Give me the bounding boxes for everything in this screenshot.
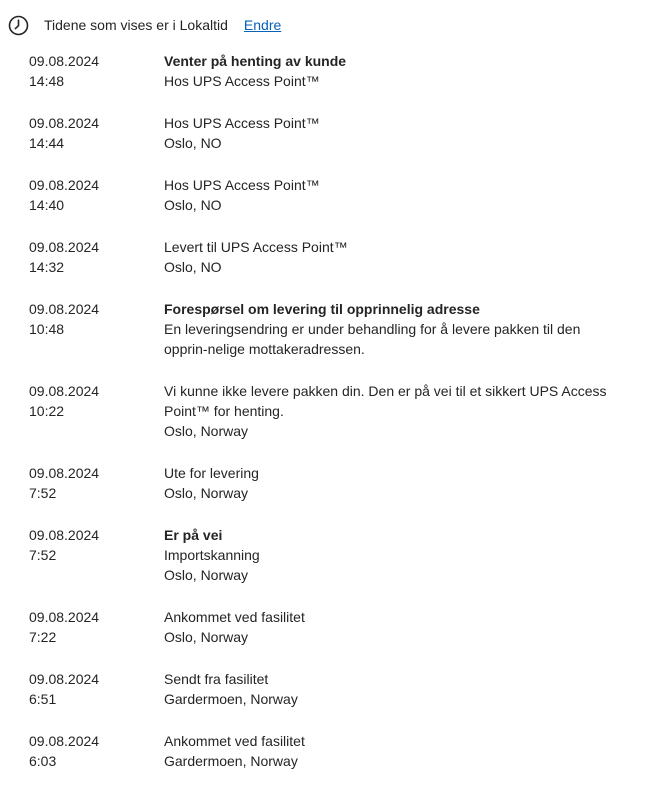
event-datetime <box>29 113 164 153</box>
event-description <box>164 525 629 585</box>
event-status: Ankommet ved fasilitet <box>164 609 305 625</box>
event-time: 6:03 <box>29 753 57 769</box>
event-description <box>164 731 629 771</box>
tracking-event-row <box>29 525 629 585</box>
event-description <box>164 381 629 441</box>
event-time: 14:32 <box>29 259 65 275</box>
event-datetime <box>29 299 164 359</box>
tracking-event-row <box>29 607 629 647</box>
event-description <box>164 175 629 215</box>
event-datetime <box>29 525 164 585</box>
event-status: Levert til UPS Access Point™ <box>164 239 348 255</box>
event-datetime <box>29 51 164 91</box>
event-detail: Gardermoen, Norway <box>164 753 298 769</box>
event-status: Hos UPS Access Point™ <box>164 115 320 131</box>
event-date: 09.08.2024 <box>29 671 100 687</box>
event-date: 09.08.2024 <box>29 733 100 749</box>
event-date: 09.08.2024 <box>29 465 100 481</box>
event-description <box>164 237 629 277</box>
event-datetime <box>29 463 164 503</box>
event-time: 14:48 <box>29 73 65 89</box>
event-time: 14:40 <box>29 197 65 213</box>
tracking-event-row <box>29 51 629 91</box>
event-datetime <box>29 607 164 647</box>
event-datetime <box>29 237 164 277</box>
event-detail: Hos UPS Access Point™ <box>164 73 320 89</box>
tracking-event-row <box>29 175 629 215</box>
event-date: 09.08.2024 <box>29 301 100 317</box>
event-datetime <box>29 731 164 771</box>
timezone-notice-text: Tidene som vises er i Lokaltid <box>44 17 228 33</box>
event-detail: Oslo, NO <box>164 259 222 275</box>
event-detail: Importskanning <box>164 547 260 563</box>
tracking-event-row <box>29 381 629 441</box>
tracking-event-row <box>29 237 629 277</box>
event-date: 09.08.2024 <box>29 177 100 193</box>
tracking-event-row <box>29 113 629 153</box>
event-description <box>164 299 629 359</box>
tracking-event-row <box>29 299 629 359</box>
event-detail: Oslo, Norway <box>164 423 249 439</box>
event-datetime <box>29 175 164 215</box>
event-detail: En leveringsendring er under behandling for å levere pakken til den opprin-nelige mottakeradressen. <box>164 321 581 357</box>
event-detail: Oslo, Norway <box>164 567 249 583</box>
event-status: Venter på henting av kunde <box>164 53 347 69</box>
event-date: 09.08.2024 <box>29 115 100 131</box>
tracking-event-row <box>29 669 629 709</box>
event-time: 7:52 <box>29 485 57 501</box>
event-date: 09.08.2024 <box>29 383 100 399</box>
event-time: 14:44 <box>29 135 65 151</box>
event-date: 09.08.2024 <box>29 53 100 69</box>
event-detail: Oslo, Norway <box>164 485 249 501</box>
event-detail: Oslo, NO <box>164 135 222 151</box>
event-time: 7:52 <box>29 547 57 563</box>
event-status: Ankommet ved fasilitet <box>164 733 305 749</box>
timezone-notice <box>8 13 281 37</box>
event-date: 09.08.2024 <box>29 527 100 543</box>
clock-icon <box>8 15 29 36</box>
event-status: Er på vei <box>164 527 223 543</box>
event-datetime <box>29 381 164 441</box>
event-description <box>164 463 629 503</box>
change-timezone-link[interactable]: Endre <box>243 17 282 33</box>
event-date: 09.08.2024 <box>29 239 100 255</box>
event-description <box>164 669 629 709</box>
event-datetime <box>29 669 164 709</box>
event-description <box>164 51 629 91</box>
event-status: Vi kunne ikke levere pakken din. Den er på vei til et sikkert UPS Access Point™ for henting. <box>164 383 607 419</box>
event-time: 10:22 <box>29 403 65 419</box>
event-date: 09.08.2024 <box>29 609 100 625</box>
event-status: Hos UPS Access Point™ <box>164 177 320 193</box>
event-detail: Oslo, Norway <box>164 629 249 645</box>
event-detail: Oslo, NO <box>164 197 222 213</box>
tracking-event-row <box>29 463 629 503</box>
event-status: Sendt fra fasilitet <box>164 671 269 687</box>
event-time: 10:48 <box>29 321 65 337</box>
event-status: Ute for levering <box>164 465 259 481</box>
event-description <box>164 113 629 153</box>
event-description <box>164 607 629 647</box>
event-status: Forespørsel om levering til opprinnelig adresse <box>164 301 480 317</box>
tracking-history-list <box>29 51 629 793</box>
tracking-event-row <box>29 731 629 771</box>
event-detail: Gardermoen, Norway <box>164 691 298 707</box>
event-time: 7:22 <box>29 629 57 645</box>
event-time: 6:51 <box>29 691 57 707</box>
